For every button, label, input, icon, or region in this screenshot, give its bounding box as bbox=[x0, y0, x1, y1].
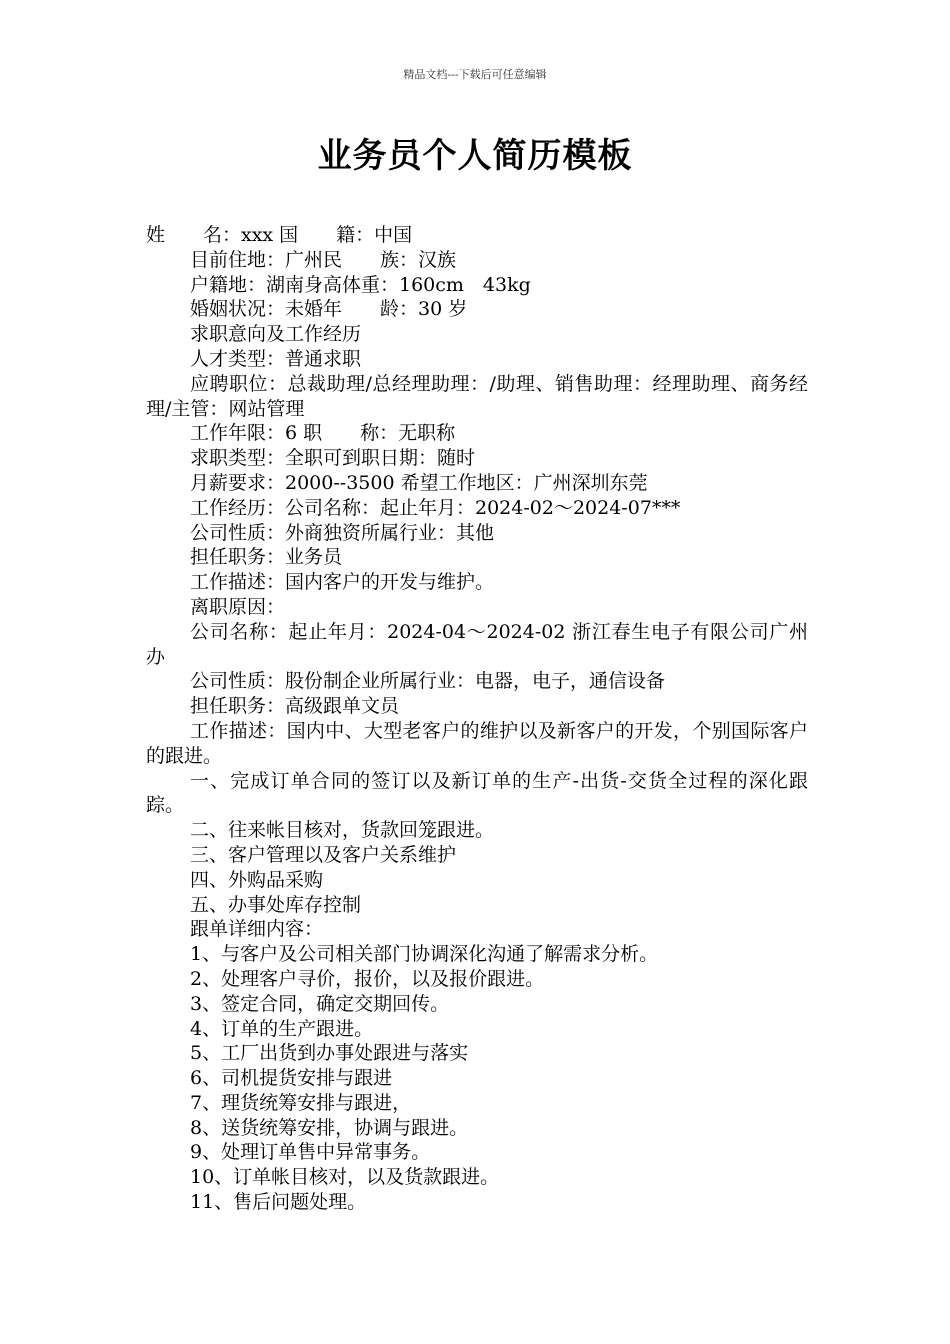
field-description-2: 工作描述：国内中、大型老客户的维护以及新客户的开发，个别国际客户的跟进。 bbox=[146, 719, 808, 767]
field-company-type-1: 公司性质：外商独资所属行业：其他 bbox=[190, 521, 495, 544]
detail-item-11: 11、售后问题处理。 bbox=[190, 1191, 367, 1214]
detail-item-5: 5、工厂出货到办事处跟进与落实 bbox=[190, 1042, 469, 1065]
document-header-note: 精品文档---下载后可任意编辑 bbox=[403, 68, 547, 81]
field-position-2: 担任职务：高级跟单文员 bbox=[190, 695, 400, 718]
field-company-2: 公司名称：起止年月：2024-04～2024-02 浙江春生电子有限公司广州办 bbox=[146, 620, 808, 668]
detail-item-4: 4、订单的生产跟进。 bbox=[190, 1017, 374, 1040]
section-heading-job-intent: 求职意向及工作经历 bbox=[190, 323, 362, 346]
detail-item-2: 2、处理客户寻价，报价，以及报价跟进。 bbox=[190, 967, 545, 990]
detail-item-7: 7、理货统筹安排与跟进， bbox=[190, 1091, 412, 1114]
field-work-years-title: 工作年限：6 职 称：无职称 bbox=[190, 422, 456, 445]
detail-item-8: 8、送货统筹安排，协调与跟进。 bbox=[190, 1116, 469, 1139]
field-name-nationality: 姓 名：xxx 国 籍：中国 bbox=[146, 224, 413, 246]
field-salary-location: 月薪要求：2000--3500 希望工作地区：广州深圳东莞 bbox=[190, 471, 648, 494]
detail-item-1: 1、与客户及公司相关部门协调深化沟通了解需求分析。 bbox=[190, 943, 659, 966]
detail-item-3: 3、签定合同，确定交期回传。 bbox=[190, 992, 450, 1015]
duty-item-4: 四、外购品采购 bbox=[190, 868, 324, 891]
field-applied-position: 应聘职位：总裁助理/总经理助理：/助理、销售助理：经理助理、商务经理/主管：网站管理 bbox=[146, 372, 808, 420]
duty-item-2: 二、往来帐目核对，货款回笼跟进。 bbox=[190, 819, 495, 842]
detail-item-9: 9、处理订单售中异常事务。 bbox=[190, 1141, 431, 1164]
field-leave-reason: 离职原因： bbox=[190, 595, 286, 618]
field-talent-type: 人才类型：普通求职 bbox=[190, 347, 362, 370]
field-hukou-height-weight: 户籍地：湖南身高体重：160cm 43kg bbox=[190, 273, 531, 296]
field-residence-ethnicity: 目前住地：广州民 族：汉族 bbox=[190, 248, 457, 271]
field-job-type-availability: 求职类型：全职可到职日期：随时 bbox=[190, 447, 476, 470]
field-work-history-1: 工作经历：公司名称：起止年月：2024-02～2024-07*** bbox=[190, 496, 681, 519]
duty-item-3: 三、客户管理以及客户关系维护 bbox=[190, 843, 457, 866]
detail-item-6: 6、司机提货安排与跟进 bbox=[190, 1067, 393, 1090]
field-description-1: 工作描述：国内客户的开发与维护。 bbox=[190, 571, 495, 594]
duty-item-5: 五、办事处库存控制 bbox=[190, 893, 362, 916]
duty-item-1: 一、完成订单合同的签订以及新订单的生产-出货-交货全过程的深化跟踪。 bbox=[146, 769, 808, 817]
field-position-1: 担任职务：业务员 bbox=[190, 546, 343, 569]
field-marital-age: 婚姻状况：未婚年 龄：30 岁 bbox=[190, 298, 468, 321]
detail-item-10: 10、订单帐目核对，以及货款跟进。 bbox=[190, 1166, 500, 1189]
section-heading-order-details: 跟单详细内容： bbox=[190, 918, 324, 941]
page-title: 业务员个人简历模板 bbox=[317, 136, 633, 176]
field-company-type-2: 公司性质：股份制企业所属行业：电器，电子，通信设备 bbox=[190, 670, 666, 693]
resume-body bbox=[146, 223, 808, 1215]
